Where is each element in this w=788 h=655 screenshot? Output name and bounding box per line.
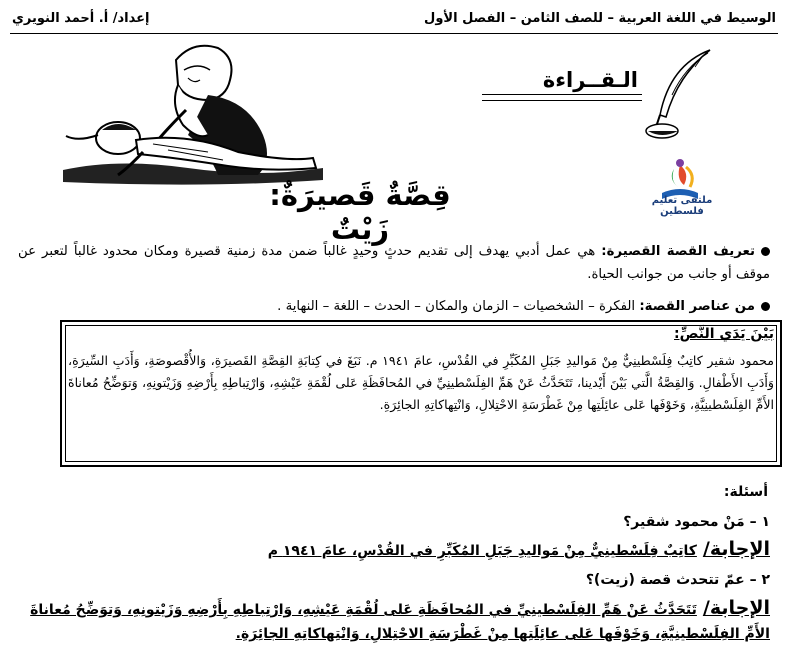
answer-1-text: كاتِبٌ فِلَسْطينِيٌّ مِنْ مَواليدِ جَبَلِ المُكَبِّرِ في القُدْسِ، عامَ ١٩٤١ م [267, 543, 697, 559]
bullet-icon [761, 247, 770, 256]
question-2: ٢ – عمّ تتحدث قصة (زيت)؟ [585, 572, 770, 588]
definition-text: هي عمل أدبي يهدف إلى تقديم حدثٍ وحيدٍ غالباً ضمن مدة زمنية قصيرة ومكان محدود غالباً لتعبر عن موقف أو جانب من جوانب الحياة. [18, 244, 770, 282]
questions-heading: أسئلة: [723, 484, 768, 500]
section-title-underline [482, 94, 642, 101]
author-header: إعداد/ أ. أحمد النويري [12, 11, 150, 26]
definition-paragraph [18, 240, 770, 286]
answer-label: الإجابة/ [702, 538, 770, 560]
elements-text: الفكرة – الشخصيات – الزمان والمكان – الحدث – اللغة – النهاية . [277, 299, 640, 314]
definition-label: تعريف القصة القصيرة: [601, 244, 755, 259]
quill-icon [640, 45, 720, 140]
bullet-icon [761, 302, 770, 311]
intro-box-title: بَيْنَ يَدَي النَّصِّ: [674, 326, 774, 342]
mother-son-illustration [58, 40, 328, 190]
header-divider [10, 33, 778, 34]
section-title: الـقــراءة [542, 68, 638, 92]
intro-box-body: محمود شقير كاتِبٌ فِلَسْطينِيٌّ مِنْ مَواليدِ جَبَلِ المُكَبِّرِ في القُدْسِ، عامَ ١٩٤١ م. نَبَغَ في كِتابَةِ القِصَّةِ القَصيرَةِ، وَالأُقْصوصَةِ، وَأَدَبِ السِّيرَةِ، وَأَدَبِ الأَطْفالِ. وَالقِصَّةُ الَّتي بَيْنَ أَيْدينا، تَتَحَدَّثُ عَنْ هَمِّ الفِلَسْطينِيِّ في المُحافَظَةِ عَلى لُقْمَةِ عَيْشِهِ، وَارْتِباطِهِ بِأَرْضِهِ وَزَيْتونِهِ، وَتوَضِّحُ مُعاناةَ الأَمِّ الفِلَسْطينِيَّةِ، وَخَوْفَها عَلى عائِلَتِها مِنْ غَطْرَسَةِ الاحْتِلالِ، وَانْتِهاكاتِهِ الجائِرَةِ. [68, 353, 774, 412]
intro-text-box [60, 320, 782, 467]
answer-2-text: تَتَحَدَّثُ عَنْ هَمِّ الفِلَسْطينِيِّ في المُحافَظَةِ عَلى لُقْمَةِ عَيْشِهِ، وَارْتِباطِهِ بِأَرْضِهِ وَزَيْتونِهِ، وَتوَضِّحُ مُعاناةَ الأَمِّ الفِلَسْطينِيَّةِ، وَخَوْفَها عَلى عائِلَتِها مِنْ غَطْرَسَةِ الاحْتِلالِ، وَانْتِهاكاتِهِ الجائِرَةِ. [30, 602, 770, 642]
story-title: قِصَّةٌ قَصيرَةٌ: زَيْتٌ [269, 178, 451, 246]
elements-paragraph [18, 295, 770, 318]
elements-label: من عناصر القصة: [639, 299, 755, 314]
logo-text: ملتقى تعليم فلسطين [651, 195, 713, 217]
question-1: ١ – مَنْ محمود شقير؟ [623, 514, 770, 530]
answer-label: الإجابة/ [702, 597, 770, 619]
answer-1 [18, 538, 770, 560]
answer-2 [18, 596, 770, 646]
course-header: الوسيط في اللغة العربية – للصف الثامن – الفصل الأول [424, 11, 776, 26]
